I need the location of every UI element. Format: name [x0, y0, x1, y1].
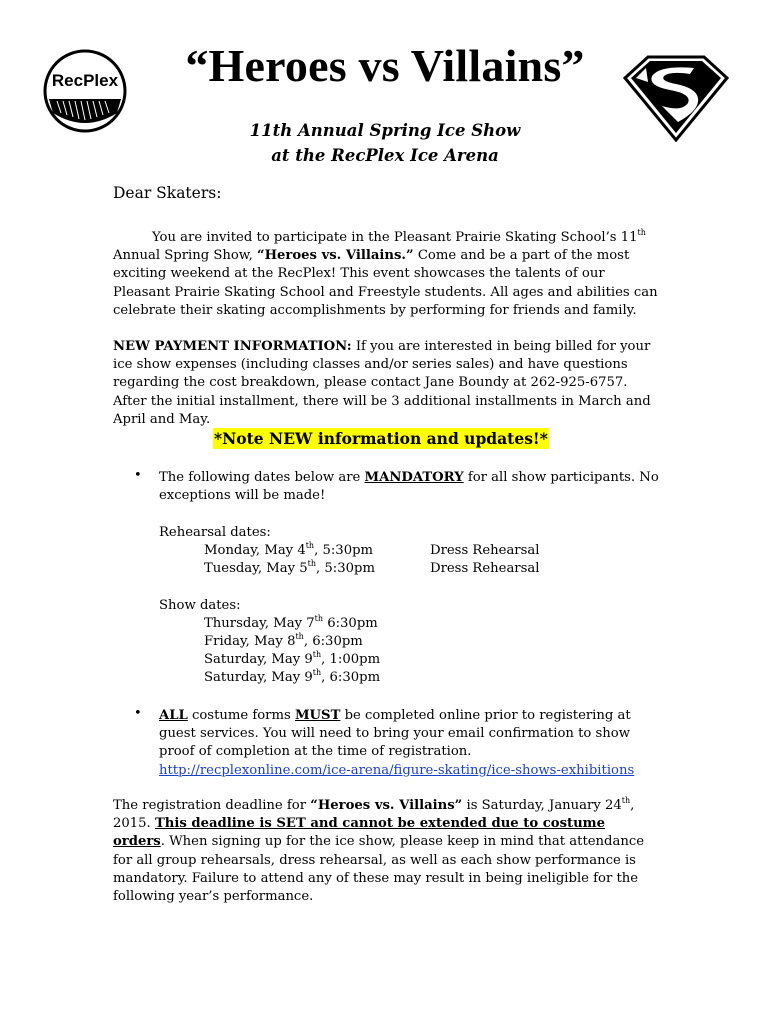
- payment-label: NEW PAYMENT INFORMATION:: [113, 339, 352, 354]
- ice-shows-link[interactable]: http://recplexonline.com/ice-arena/figure-skating/ice-shows-exhibitions: [159, 762, 635, 778]
- note-highlight: *Note NEW information and updates!*: [214, 429, 548, 448]
- payment-paragraph: NEW PAYMENT INFORMATION: If you are interested in being billed for your ice show expenses (including classes and/or series sales) and have questions regarding the cost breakdown, please contact Jane Boundy at 262-925-6757. After the initial installment, there will be 3 additional installments in March and April and May.: [113, 339, 651, 427]
- deadline-paragraph: The registration deadline for “Heroes vs. Villains” is Saturday, January 24th, 2015. This deadline is SET and cannot be extended due to costume orders. When signing up for the ice show, please keep in mind that attendance for all group rehearsals, dress rehearsal, as well as each show performance is mandatory. Failure to attend any of these may result in being ineligible for the following year’s performance.: [113, 795, 645, 905]
- bullet-icon: •: [134, 706, 142, 721]
- rehearsal-type: Dress Rehearsal: [430, 561, 540, 576]
- rehearsal-date: Monday, May 4th, 5:30pm: [204, 540, 374, 558]
- show-date: Thursday, May 7th 6:30pm: [204, 613, 378, 631]
- bullet-icon: •: [134, 468, 142, 483]
- event-subtitle: 11th Annual Spring Ice Show: [249, 121, 521, 140]
- rehearsal-type: Dress Rehearsal: [430, 543, 540, 558]
- deadline-warning: This deadline is SET and cannot be extended due to costume orders: [113, 816, 606, 850]
- show-date: Saturday, May 9th, 1:00pm: [204, 649, 381, 667]
- venue-subtitle: at the RecPlex Ice Arena: [271, 146, 499, 165]
- costume-bullet: ALL costume forms MUST be completed online prior to registering at guest services. You will need to bring your email confirmation to show proof of completion at the time of registration. http://recplexonline.com/ice-arena/figure-skating/ice-shows-exhibitions: [159, 708, 635, 778]
- rehearsal-heading: Rehearsal dates:: [159, 525, 271, 540]
- rehearsal-date: Tuesday, May 5th, 5:30pm: [204, 558, 375, 576]
- mandatory-bullet: The following dates below are MANDATORY for all show participants. No exceptions will be made!: [159, 470, 659, 504]
- salutation: Dear Skaters:: [113, 184, 222, 202]
- show-date: Saturday, May 9th, 6:30pm: [204, 667, 381, 685]
- page-title: “Heroes vs Villains”: [185, 40, 585, 91]
- intro-paragraph: You are invited to participate in the Pleasant Prairie Skating School’s 11th Annual Spring Show, “Heroes vs. Villains.” Come and be a part of the most exciting weekend at the RecPlex! This event showcases the talents of our Pleasant Prairie Skating School and Freestyle students. All ages and abilities can celebrate their skating accomplishments by performing for friends and family.: [113, 227, 658, 318]
- show-date: Friday, May 8th, 6:30pm: [204, 631, 363, 649]
- logo-text: RecPlex: [51, 71, 119, 90]
- show-heading: Show dates:: [159, 598, 241, 613]
